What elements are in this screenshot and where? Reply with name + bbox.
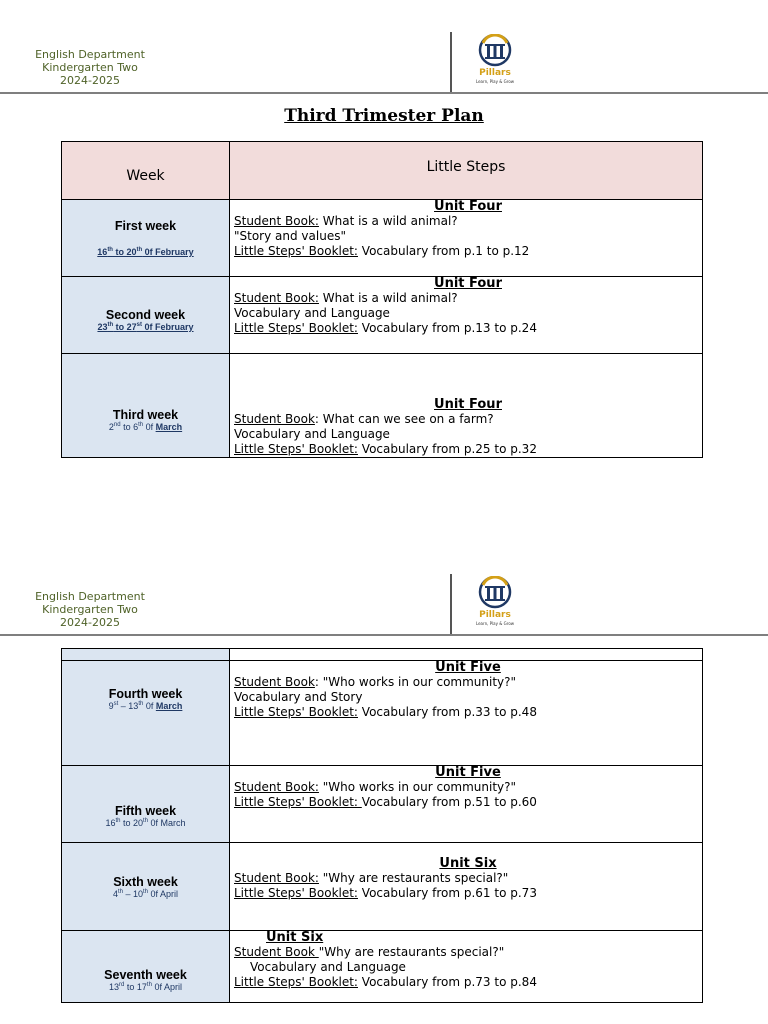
- pillars-logo-icon: [470, 34, 520, 68]
- page-title: Third Trimester Plan: [284, 106, 484, 126]
- header-rule: [0, 92, 768, 94]
- content-cell: [230, 931, 703, 1003]
- extra-line: Vocabulary and Story: [234, 690, 363, 704]
- student-book-line: Student Book: "Why are restaurants special?": [234, 871, 509, 885]
- unit-title: Unit Five: [435, 765, 501, 780]
- school-year: 2024-2025: [60, 74, 120, 87]
- unit-title: Unit Five: [435, 660, 501, 675]
- table-header-row: [62, 142, 703, 200]
- extra-line: Vocabulary and Language: [234, 427, 390, 441]
- header-divider: [450, 32, 452, 92]
- week-name: Sixth week: [113, 874, 178, 889]
- unit-title: Unit Six: [266, 930, 324, 945]
- week-column-header: Week: [62, 142, 230, 200]
- plan-table-1: [61, 141, 703, 458]
- department-block: [30, 590, 150, 629]
- week-cell: [62, 649, 230, 661]
- week-cell: [62, 766, 230, 843]
- table-row: [62, 931, 703, 1003]
- content-cell: [230, 277, 703, 354]
- table-row: [62, 661, 703, 766]
- table-row: [62, 354, 703, 458]
- unit-title: Unit Four: [434, 397, 502, 412]
- department-block: [30, 48, 150, 87]
- booklet-line: Little Steps' Booklet: Vocabulary from p.51 to p.60: [234, 795, 537, 809]
- content-cell: [230, 766, 703, 843]
- content-cell: [230, 649, 703, 661]
- student-book-line: Student Book: "Who works in our community?": [234, 780, 517, 794]
- grade-name: Kindergarten Two: [42, 61, 138, 74]
- header-divider: [450, 574, 452, 634]
- student-book-line: Student Book: What can we see on a farm?: [234, 412, 494, 426]
- booklet-line: Little Steps' Booklet: Vocabulary from p.73 to p.84: [234, 975, 537, 989]
- table-row: [62, 843, 703, 931]
- content-column-header: Little Steps: [230, 142, 703, 200]
- student-book-line: Student Book "Why are restaurants special?": [234, 945, 505, 959]
- logo-name: Pillars: [479, 68, 511, 78]
- extra-line: "Story and values": [234, 229, 346, 243]
- content-cell: [230, 200, 703, 277]
- booklet-line: Little Steps' Booklet: Vocabulary from p.1 to p.12: [234, 244, 530, 258]
- week-name: Third week: [112, 407, 179, 422]
- unit-title: Unit Six: [439, 856, 497, 871]
- week-dates: 9st – 13th 0f March: [108, 701, 183, 711]
- booklet-line: Little Steps' Booklet: Vocabulary from p.13 to p.24: [234, 321, 537, 335]
- page-header-2: [0, 574, 768, 636]
- week-cell: [62, 277, 230, 354]
- week-cell: [62, 931, 230, 1003]
- student-book-line: Student Book: What is a wild animal?: [234, 214, 458, 228]
- header-rule: [0, 634, 768, 636]
- week-name: Second week: [105, 308, 186, 322]
- logo-tagline: Learn, Play & Grow: [475, 621, 515, 626]
- table-row: [62, 766, 703, 843]
- extra-line: Vocabulary and Language: [234, 306, 390, 320]
- booklet-line: Little Steps' Booklet: Vocabulary from p.25 to p.32: [234, 442, 537, 456]
- week-cell: [62, 661, 230, 766]
- logo-tagline: Learn, Play & Grow: [475, 79, 515, 84]
- extra-line: Vocabulary and Language: [250, 960, 406, 974]
- table-row: [62, 649, 703, 661]
- booklet-line: Little Steps' Booklet: Vocabulary from p.33 to p.48: [234, 705, 537, 719]
- week-dates: 23th to 27st 0f February: [97, 322, 194, 332]
- booklet-line: Little Steps' Booklet: Vocabulary from p.61 to p.73: [234, 886, 537, 900]
- student-book-line: Student Book: "Who works in our community?": [234, 675, 517, 689]
- week-cell: [62, 200, 230, 277]
- department-name: English Department: [35, 590, 145, 603]
- school-logo: [470, 576, 520, 630]
- department-name: English Department: [35, 48, 145, 61]
- content-cell: [230, 354, 703, 458]
- week-dates: 16th to 20th 0f February: [97, 247, 194, 257]
- plan-table-2: [61, 648, 703, 1003]
- school-logo: [470, 34, 520, 88]
- week-cell: [62, 354, 230, 458]
- page-header-1: [0, 32, 768, 94]
- week-dates: 16th to 20th 0f March: [105, 818, 186, 828]
- week-name: Fourth week: [108, 687, 183, 701]
- school-year: 2024-2025: [60, 616, 120, 629]
- unit-title: Unit Four: [434, 276, 502, 291]
- week-dates: 2nd to 6th 0f March: [108, 421, 183, 432]
- week-name: First week: [114, 219, 177, 233]
- grade-name: Kindergarten Two: [42, 603, 138, 616]
- table-row: [62, 277, 703, 354]
- pillars-logo-icon: [470, 576, 520, 610]
- content-cell: [230, 661, 703, 766]
- table-row: [62, 200, 703, 277]
- content-cell: [230, 843, 703, 931]
- logo-name: Pillars: [479, 610, 511, 620]
- week-dates: 13rd to 17th 0f April: [109, 981, 182, 992]
- week-dates: 4th – 10th 0f April: [112, 888, 179, 899]
- week-name: Fifth week: [114, 804, 177, 818]
- unit-title: Unit Four: [434, 199, 502, 214]
- student-book-line: Student Book: What is a wild animal?: [234, 291, 458, 305]
- week-cell: [62, 843, 230, 931]
- week-name: Seventh week: [104, 967, 187, 982]
